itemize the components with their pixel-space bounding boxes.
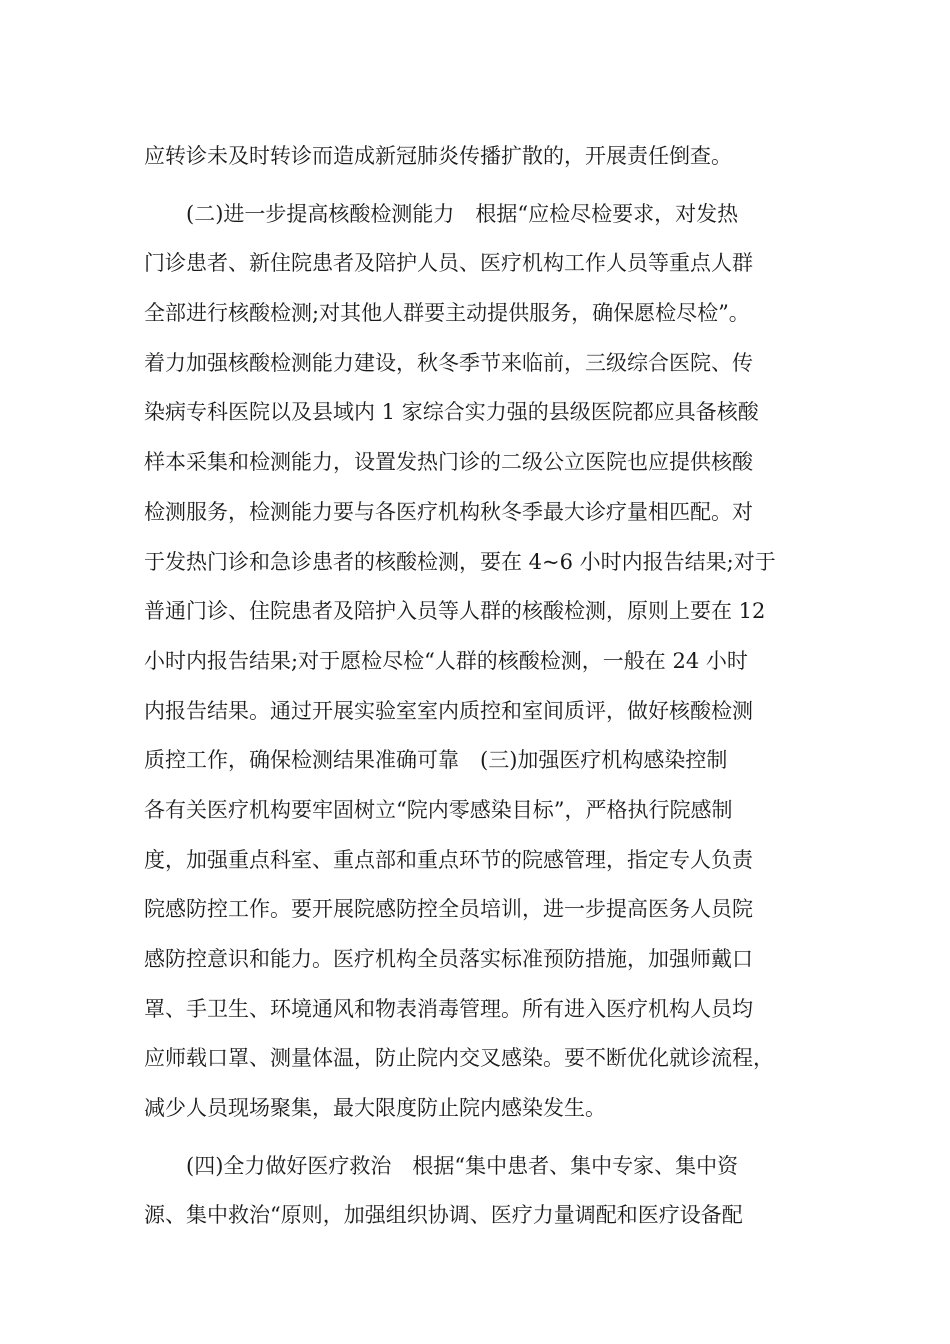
text-line: 染病专科医院以及县域内 1 家综合实力强的县级医院都应具备核酸 xyxy=(144,400,759,425)
text-line: 检测服务，检测能力要与各医疗机构秋冬季最大诊疗量相匹配。对 xyxy=(144,499,753,524)
text-line: 各有关医疗机构要牢固树立“院内零感染目标”，严格执行院感制 xyxy=(144,797,733,822)
text-line: 质控工作，确保检测结果准确可靠 (三)加强医疗机构感染控制 xyxy=(144,748,728,773)
text-line: 院感防控工作。要开展院感防控全员培训，进一步提高医务人员院 xyxy=(144,897,753,922)
text-line: 于发热门诊和急诊患者的核酸检测，要在 4~6 小时内报告结果;对于 xyxy=(144,549,776,574)
text-line: 内报告结果。通过开展实验室室内质控和室间质评，做好核酸检测 xyxy=(144,698,753,723)
text-line: 减少人员现场聚集，最大限度防止院内感染发生。 xyxy=(144,1096,606,1121)
text-line: 源、集中救治“原则，加强组织协调、医疗力量调配和医疗设备配 xyxy=(144,1203,743,1228)
text-line: 应转诊未及时转诊而造成新冠肺炎传播扩散的，开展责任倒查。 xyxy=(144,144,732,168)
text-line-paragraph-start: (二)进一步提高核酸检测能力 根据“应检尽检要求，对发热 xyxy=(186,201,739,226)
text-line: 着力加强核酸检测能力建设，秋冬季节来临前，三级综合医院、传 xyxy=(144,350,753,375)
text-line: 门诊患者、新住院患者及陪护人员、医疗机构工作人员等重点人群 xyxy=(144,251,753,276)
text-line: 度，加强重点科室、重点部和重点环节的院感管理，指定专人负责 xyxy=(144,847,753,872)
document-body xyxy=(144,132,844,1241)
text-line: 样本采集和检测能力，设置发热门诊的二级公立医院也应提供核酸 xyxy=(144,450,753,475)
text-line: 罩、手卫生、环境通风和物表消毒管理。所有进入医疗机构人员均 xyxy=(144,996,753,1021)
text-line: 小时内报告结果;对于愿检尽检“人群的核酸检测，一般在 24 小时 xyxy=(144,648,748,673)
text-line: 应师载口罩、测量体温，防止院内交叉感染。要不断优化就诊流程， xyxy=(144,1046,774,1071)
text-line: 感防控意识和能力。医疗机构全员落实标准预防措施，加强师戴口 xyxy=(144,947,753,971)
text-line: 全部进行核酸检测;对其他人群要主动提供服务，确保愿检尽检”。 xyxy=(144,301,750,326)
text-line: 普通门诊、住院患者及陪护入员等人群的核酸检测，原则上要在 12 xyxy=(144,599,766,624)
text-line-paragraph-start: (四)全力做好医疗救治 根据“集中患者、集中专家、集中资 xyxy=(186,1153,739,1178)
